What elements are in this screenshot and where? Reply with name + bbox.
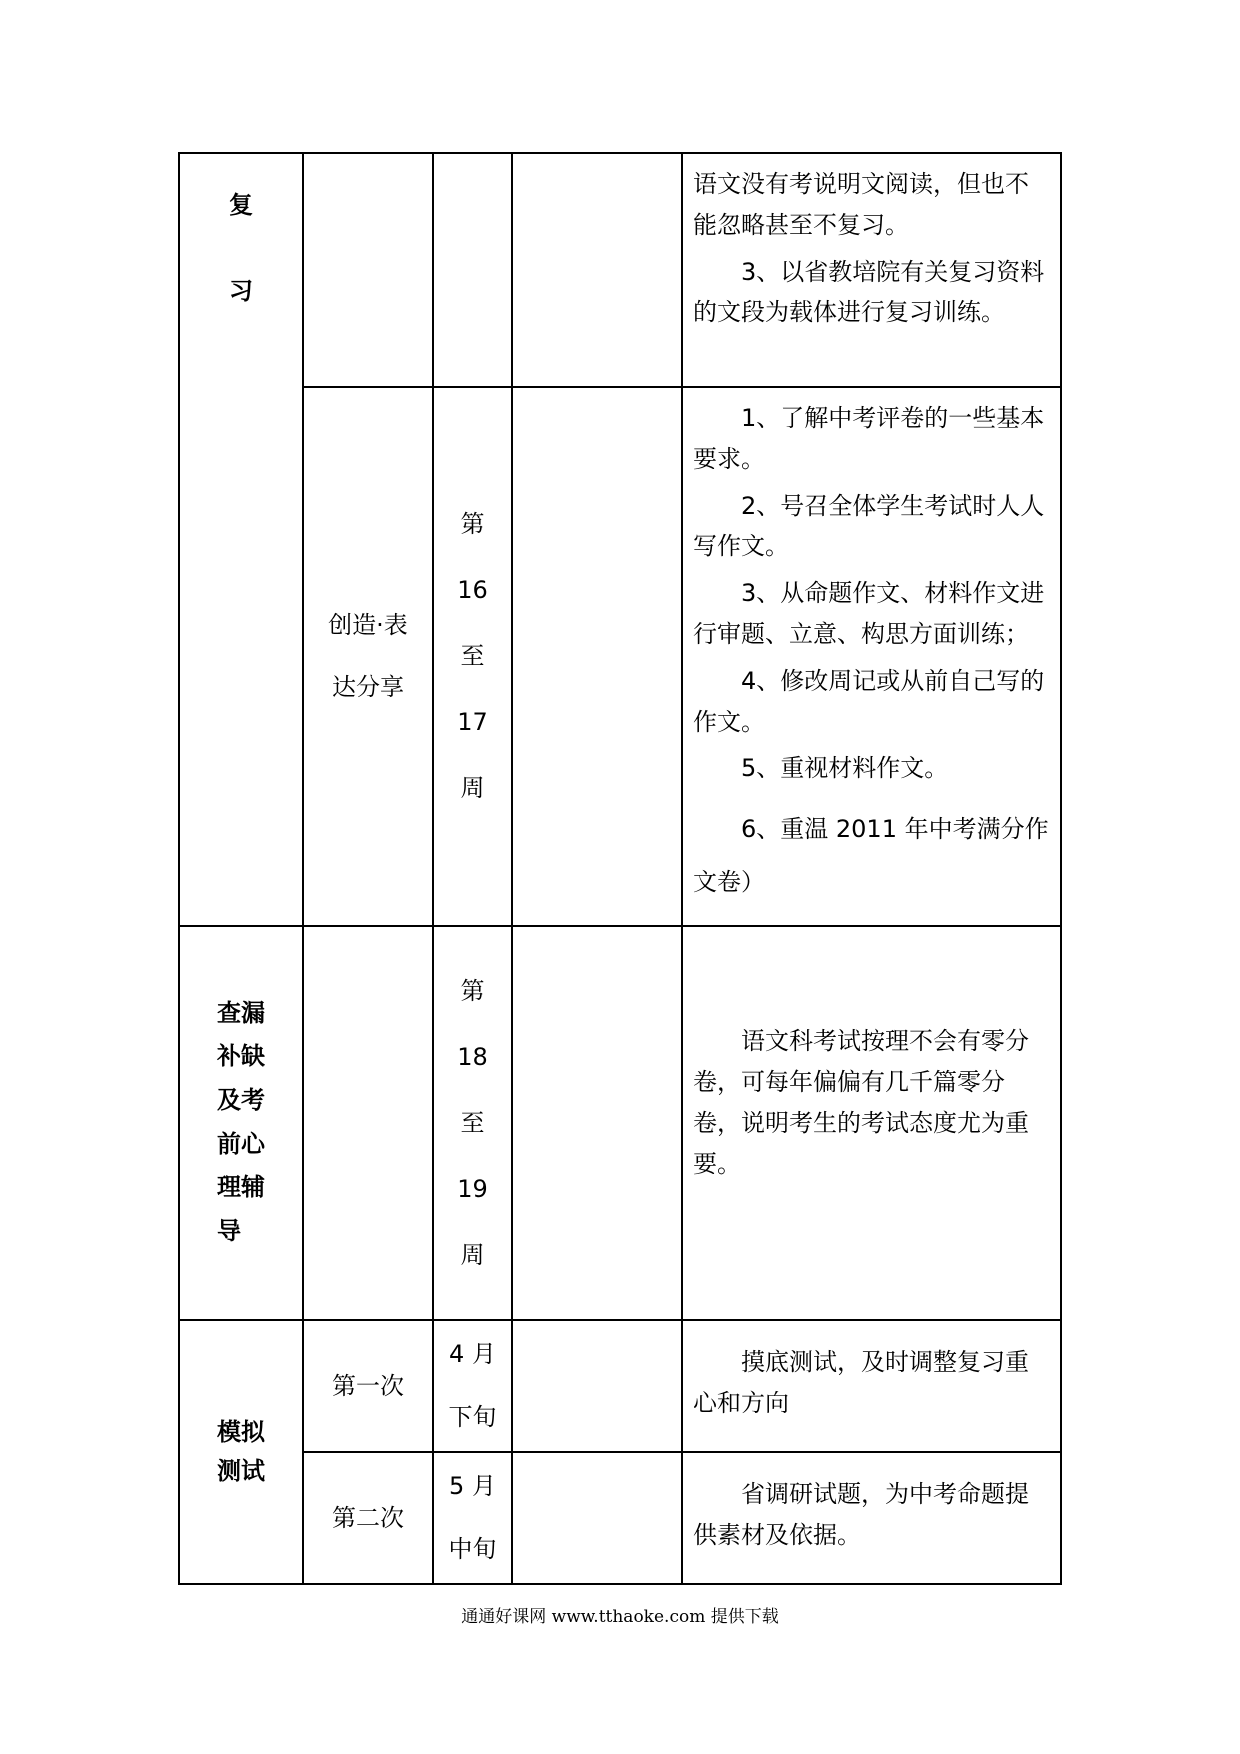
date-range (449, 1323, 497, 1448)
page-footer: 通通好课网 www.tthaoke.com 提供下载 (461, 1607, 779, 1627)
notes-cell (512, 387, 682, 926)
notes-cell (512, 1452, 682, 1584)
description-cell (682, 387, 1061, 926)
date-range (449, 1455, 497, 1580)
stage-label: 复习 (229, 191, 253, 306)
content-cell (303, 153, 433, 387)
week-part: 至 (460, 642, 485, 671)
time-cell (433, 926, 512, 1320)
description-cell (682, 926, 1061, 1320)
plan-table (178, 152, 1062, 1585)
week-part: 第 (460, 510, 485, 539)
content-label: 第二次 (332, 1503, 404, 1532)
week-part: 19 (457, 1174, 488, 1203)
content-cell (303, 387, 433, 926)
notes-cell (512, 926, 682, 1320)
description-line: 语文没有考说明文阅读，但也不能忽略甚至不复习。 (693, 170, 1029, 239)
description-line: 2、号召全体学生考试时人人写作文。 (693, 491, 1045, 561)
content-cell (303, 1452, 433, 1584)
week-part: 周 (460, 1240, 485, 1269)
stage-cell-checkup (179, 926, 303, 1320)
time-cell (433, 387, 512, 926)
description-line: 4、修改周记或从前自己写的作文。 (693, 666, 1045, 736)
week-range (457, 491, 488, 821)
description-line: 省调研试题，为中考命题提供素材及依据。 (693, 1479, 1029, 1549)
table-row (179, 153, 1061, 387)
description-line: 5、重视材料作文。 (741, 754, 949, 783)
time-cell (433, 1320, 512, 1452)
time-cell (433, 1452, 512, 1584)
table-row (179, 1320, 1061, 1452)
week-part: 16 (457, 576, 488, 605)
week-part: 周 (460, 774, 485, 803)
time-cell (433, 153, 512, 387)
date-part: 下旬 (448, 1402, 497, 1431)
content-cell (303, 1320, 433, 1452)
description-line: 3、从命题作文、材料作文进行审题、立意、构思方面训练； (693, 579, 1045, 648)
description-cell (682, 153, 1061, 387)
week-part: 18 (457, 1042, 488, 1071)
notes-cell (512, 153, 682, 387)
week-part: 至 (460, 1108, 485, 1137)
description-line: 6、重温 2011 年中考满分作文卷） (693, 815, 1049, 896)
stage-label: 查漏补缺及考前心理辅导 (217, 998, 265, 1246)
content-label: 第一次 (332, 1371, 404, 1400)
description-line: 摸底测试，及时调整复习重心和方向 (693, 1347, 1029, 1417)
content-label: 创造·表达分享 (328, 610, 408, 702)
description-line: 1、了解中考评卷的一些基本要求。 (693, 404, 1045, 473)
date-part: 5 月 (449, 1472, 496, 1501)
week-range (457, 958, 488, 1288)
table-row (179, 1452, 1061, 1584)
stage-cell-review (179, 153, 303, 926)
week-part: 17 (457, 708, 488, 737)
stage-label: 模拟测试 (217, 1418, 265, 1485)
table-row (179, 926, 1061, 1320)
table-row (179, 387, 1061, 926)
date-part: 中旬 (448, 1534, 497, 1563)
notes-cell (512, 1320, 682, 1452)
stage-cell-mock (179, 1320, 303, 1584)
description-cell (682, 1452, 1061, 1584)
content-cell (303, 926, 433, 1320)
week-part: 第 (460, 976, 485, 1005)
description-cell (682, 1320, 1061, 1452)
description-line: 3、以省教培院有关复习资料的文段为载体进行复习训练。 (693, 257, 1045, 327)
description-line: 语文科考试按理不会有零分卷，可每年偏偏有几千篇零分卷，说明考生的考试态度尤为重要。 (693, 1027, 1029, 1178)
date-part: 4 月 (449, 1340, 496, 1369)
